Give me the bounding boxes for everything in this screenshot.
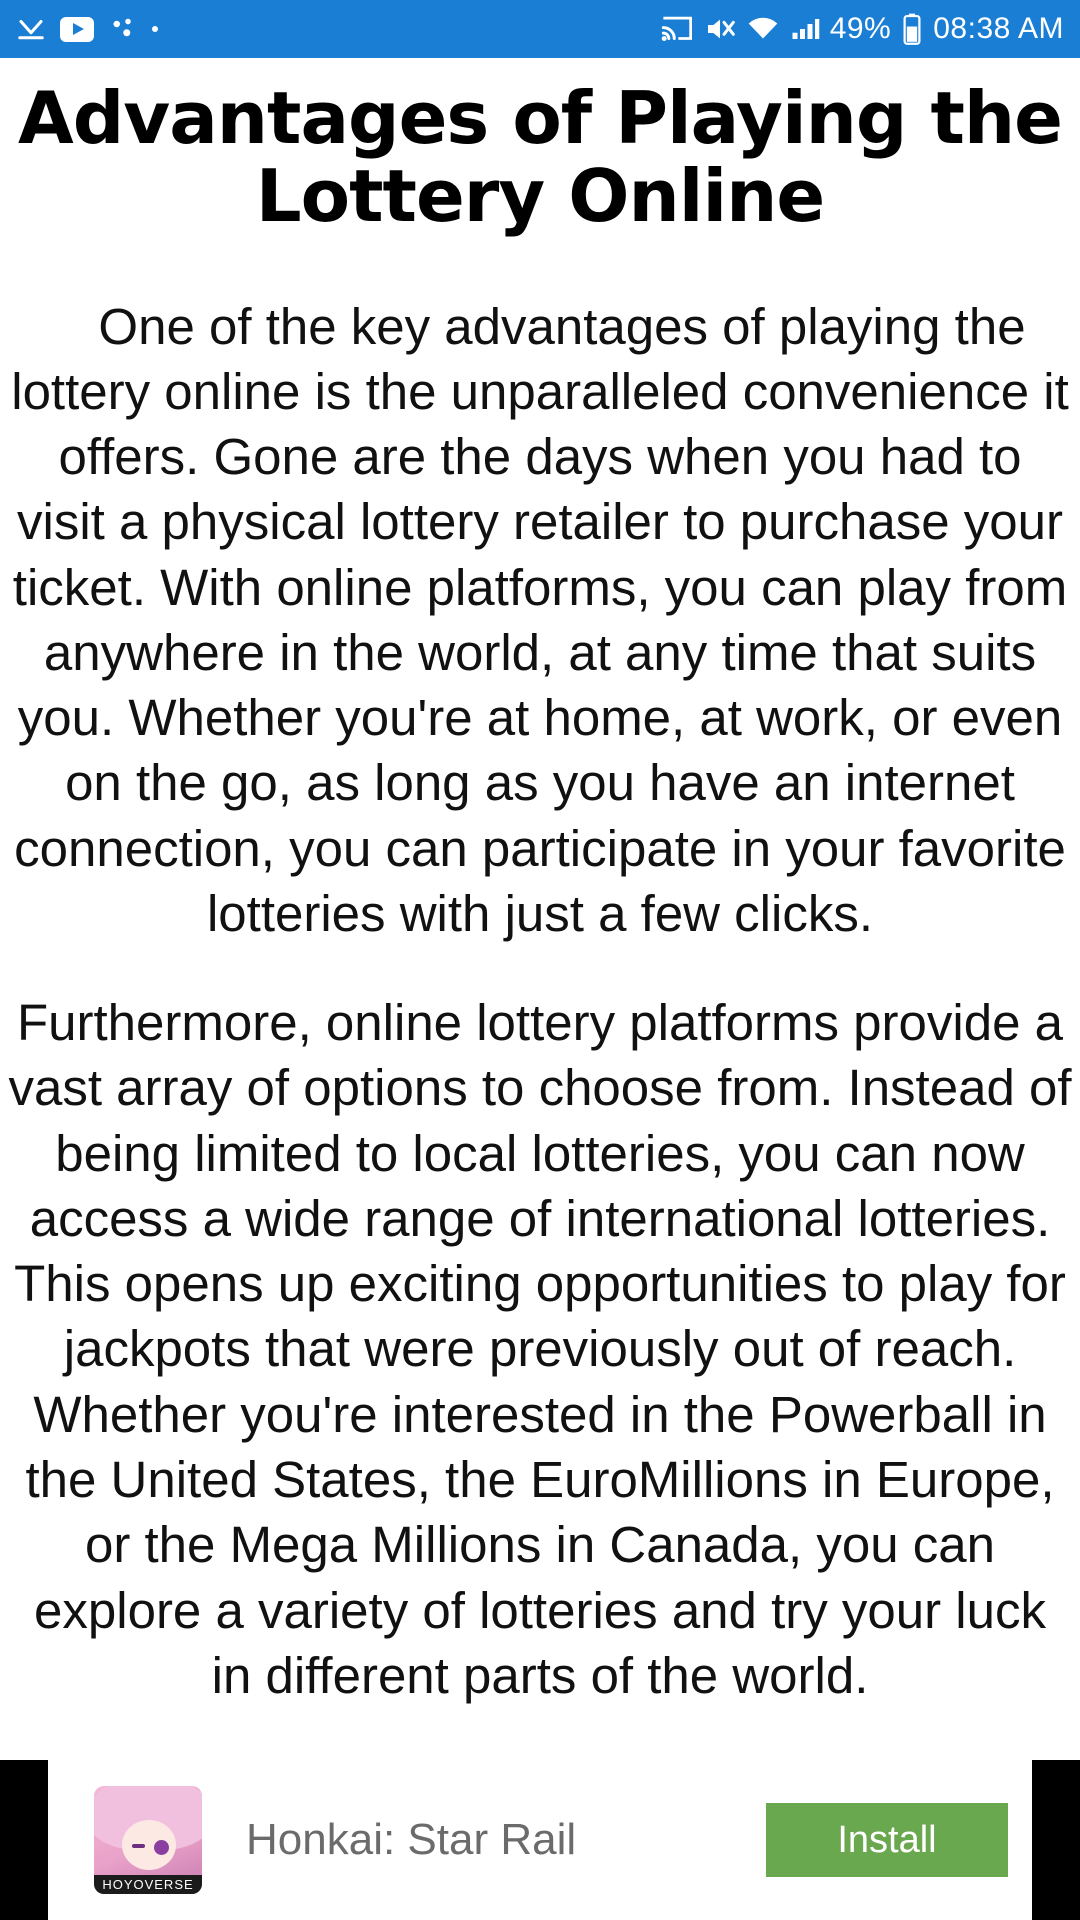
cast-screen-icon (660, 14, 694, 44)
youtube-icon (60, 17, 94, 42)
status-bar-right (660, 12, 1064, 46)
battery-icon (901, 13, 923, 45)
app-dots-icon (108, 14, 138, 44)
article-content[interactable] (0, 58, 1080, 1758)
ad-banner[interactable] (0, 1760, 1080, 1920)
mute-icon (704, 14, 736, 44)
article-paragraph-2: Furthermore, online lottery platforms provide a vast array of options to choose from. Instead of being limited to local lotteries, you can now access a wide range of international lotteries. This opens up exciting opportunities to play for jackpots that were previously out of reach. Whether you're interested in the Powerball in the United States, the EuroMillions in Europe, or the Mega Millions in Canada, you can explore a variety of lotteries and try your luck in different parts of the world. (8, 994, 1072, 1704)
page-title: Advantages of Playing the Lottery Online (18, 76, 1062, 238)
wifi-icon (746, 14, 780, 44)
ad-app-icon (94, 1786, 202, 1894)
battery-percent-label: 49% (829, 12, 892, 45)
signal-bars-icon (790, 14, 820, 44)
ad-app-name: Honkai: Star Rail (246, 1815, 577, 1864)
status-bar-clock: 08:38 AM (933, 12, 1064, 45)
download-complete-icon (16, 14, 46, 44)
dot-icon (152, 26, 158, 32)
status-bar (0, 0, 1080, 58)
ad-publisher-badge: HOYOVERSE (94, 1875, 202, 1894)
ad-banner-content[interactable] (48, 1760, 1032, 1920)
article-paragraph-1: One of the key advantages of playing the lottery online is the unparalleled convenience it offers. Gone are the days when you had to visit a physical lottery retailer to purchase your ticket. With online platforms, you can play from anywhere in the world, at any time that suits you. Whether you're at home, at work, or even on the go, as long as you have an internet connection, you can participate in your favorite lotteries with just a few clicks. (11, 297, 1069, 942)
status-bar-left (16, 14, 158, 44)
install-button[interactable]: Install (766, 1803, 1008, 1877)
